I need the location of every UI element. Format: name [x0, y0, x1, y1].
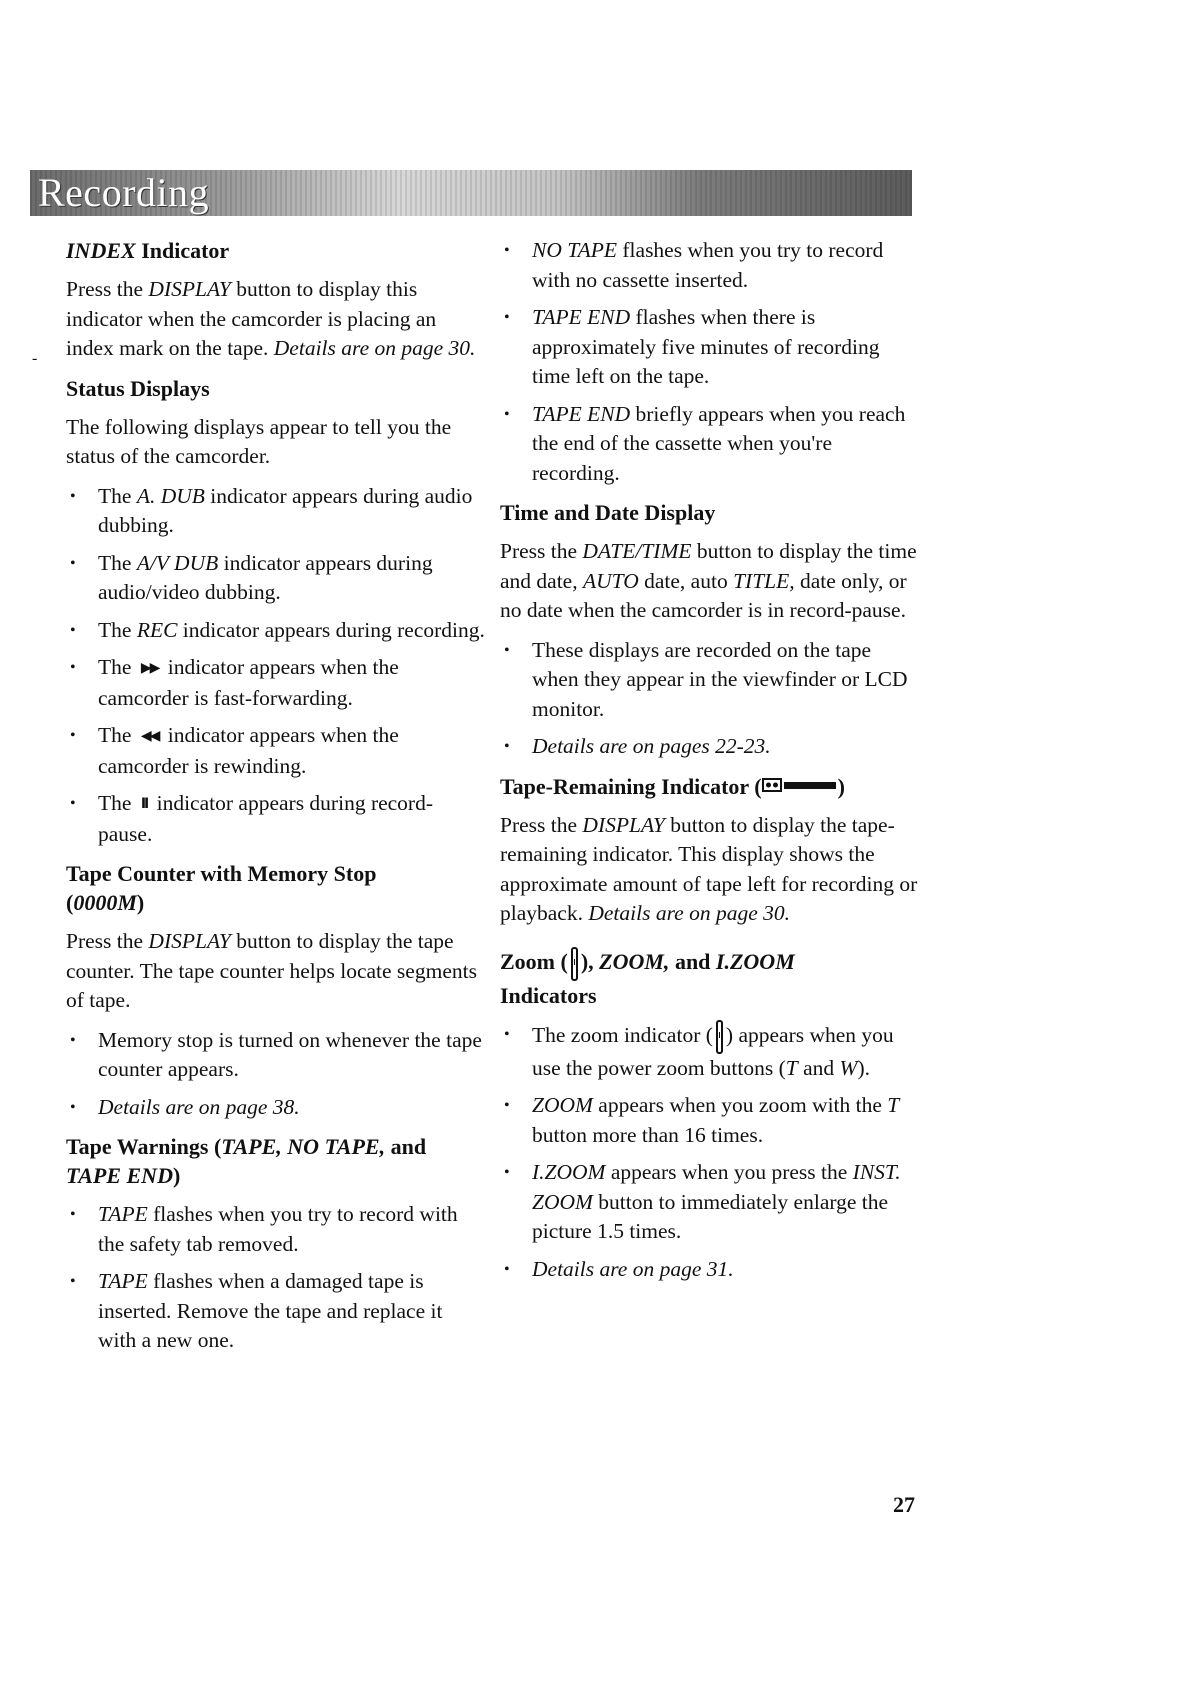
datetime-paragraph: Press the DATE/TIME button to display the time and date, AUTO date, auto TITLE, date only, or no date when the camcorder is in record-pause. [500, 539, 917, 622]
list-item: • These displays are recorded on the tape when they appear in the viewfinder or LCD monitor. [500, 636, 920, 725]
zoom-list [500, 1020, 920, 1285]
status-heading: Status Displays [66, 375, 210, 401]
margin-mark: - [32, 350, 38, 367]
status-list [66, 482, 486, 850]
list-item: • TAPE END flashes when there is approximately five minutes of recording time left on the tape. [500, 303, 920, 392]
list-item: • The zoom indicator ( ) appears when you use the power zoom buttons (T and W). [500, 1020, 920, 1084]
list-item: • ZOOM appears when you zoom with the T button more than 16 times. [500, 1091, 920, 1150]
list-item: • The REC indicator appears during recording. [66, 616, 486, 646]
warnings-heading: Tape Warnings (TAPE, NO TAPE, and TAPE END) [66, 1134, 427, 1188]
remaining-heading: Tape-Remaining Indicator ( ) [500, 773, 845, 799]
section-title: Recording [38, 170, 210, 215]
section-banner [30, 170, 912, 216]
list-item: • Details are on page 31. [500, 1255, 920, 1285]
list-item: • Details are on page 38. [66, 1093, 486, 1123]
datetime-list [500, 636, 920, 762]
list-item: • The A. DUB indicator appears during audio dubbing. [66, 482, 486, 541]
list-item: • Memory stop is turned on whenever the tape counter appears. [66, 1026, 486, 1085]
page-number: 27 [893, 1492, 915, 1517]
rewind-icon: ◀◀ [140, 728, 159, 744]
index-heading: INDEX Indicator [66, 238, 230, 263]
zoom-bar-icon [716, 1020, 723, 1054]
index-paragraph: Press the DISPLAY button to display this indicator when the camcorder is placing an index mark on the tape. Details are on page 30. [66, 277, 476, 360]
counter-paragraph: Press the DISPLAY button to display the tape counter. The tape counter helps locate segments of tape. [66, 929, 477, 1012]
list-item: • TAPE flashes when you try to record with the safety tab removed. [66, 1200, 486, 1259]
list-item: • TAPE flashes when a damaged tape is inserted. Remove the tape and replace it with a new one. [66, 1267, 486, 1356]
list-item: • Details are on pages 22-23. [500, 732, 920, 762]
list-item: • The A/V DUB indicator appears during audio/video dubbing. [66, 549, 486, 608]
list-item: • The II indicator appears during record-pause. [66, 789, 486, 849]
pause-icon: II [140, 796, 148, 812]
fast-forward-icon: ▶▶ [140, 660, 159, 676]
status-intro: The following displays appear to tell you the status of the camcorder. [66, 414, 452, 468]
counter-list [66, 1026, 486, 1123]
left-column [66, 236, 486, 1366]
datetime-heading: Time and Date Display [500, 500, 716, 525]
warnings-list [66, 1200, 486, 1356]
list-item: • The ◀◀ indicator appears when the camcorder is rewinding. [66, 721, 486, 781]
zoom-bar-icon [571, 947, 578, 981]
warnings-continued-list [500, 236, 920, 488]
tape-remaining-icon [762, 777, 838, 793]
list-item: • I.ZOOM appears when you press the INST. ZOOM button to immediately enlarge the picture 1.5 times. [500, 1158, 920, 1247]
counter-heading: Tape Counter with Memory Stop (0000M) [66, 861, 377, 915]
remaining-paragraph: Press the DISPLAY button to display the tape-remaining indicator. This display shows the approximate amount of tape left for recording or playback. Details are on page 30. [500, 812, 918, 925]
right-column [500, 236, 920, 1294]
zoom-heading: Zoom ( ), ZOOM, and I.ZOOM Indicators [500, 948, 795, 1008]
list-item: • TAPE END briefly appears when you reach the end of the cassette when you're recording. [500, 400, 920, 489]
list-item: • NO TAPE flashes when you try to record with no cassette inserted. [500, 236, 920, 295]
list-item: • The ▶▶ indicator appears when the camcorder is fast-forwarding. [66, 653, 486, 713]
